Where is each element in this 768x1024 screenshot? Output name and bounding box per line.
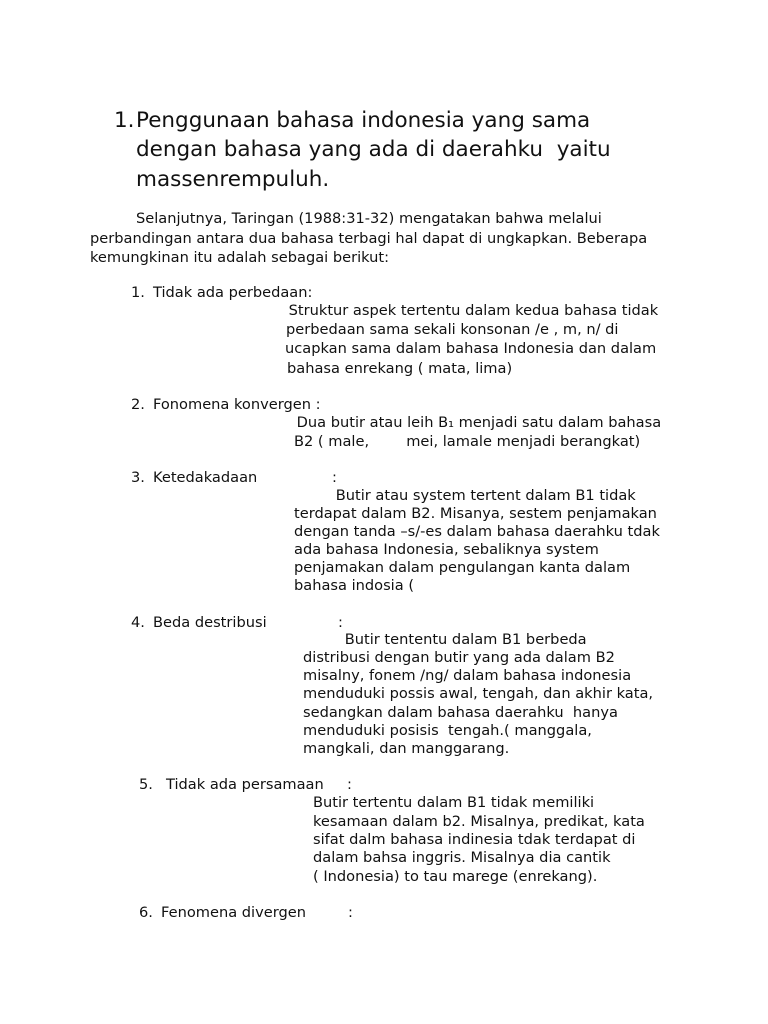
item-5-desc-line-1: Butir tertentu dalam B1 tidak memiliki — [313, 794, 595, 811]
heading-line-3: massenrempuluh. — [136, 167, 330, 192]
item-3-desc-line-1: Butir atau system tertent dalam B1 tidak — [294, 487, 636, 504]
item-3-desc-line-3: dengan tanda –s/-es dalam bahasa daerahku tdak — [294, 523, 660, 540]
heading-line-1: Penggunaan bahasa indonesia yang sama — [136, 108, 591, 133]
item-4-desc-line-3: misalny, fonem /ng/ dalam bahasa indonesia — [303, 667, 632, 684]
item-2-desc-line-1: Dua butir atau leih B₁ menjadi satu dalam bahasa — [292, 414, 662, 431]
item-4-desc-line-2: distribusi dengan butir yang ada dalam B2 — [303, 649, 615, 666]
heading-line-2: dengan bahasa yang ada di daerahku yaitu — [136, 137, 611, 162]
item-1-desc-line-2: perbedaan sama sekali konsonan /e , m, n/ di — [286, 321, 619, 338]
item-4-desc-line-7: mangkali, dan manggarang. — [303, 740, 510, 757]
item-3-desc-line-5: penjamakan dalam pengulangan kanta dalam — [294, 559, 631, 576]
item-5-label: Tidak ada persamaan — [166, 776, 324, 793]
item-5-colon: : — [347, 776, 352, 793]
item-4-number: 4. — [131, 614, 145, 631]
item-1-desc-line-3: ucapkan sama dalam bahasa Indonesia dan dalam — [285, 340, 657, 357]
item-3-desc-line-2: terdapat dalam B2. Misanya, sestem penjamakan — [294, 505, 657, 522]
item-5-desc-line-5: ( Indonesia) to tau marege (enrekang). — [313, 868, 598, 885]
item-6-label: Fenomena divergen — [161, 904, 306, 921]
item-5-desc-line-4: dalam bahsa inggris. Misalnya dia cantik — [313, 849, 611, 866]
item-1-desc-line-1: Struktur aspek tertentu dalam kedua bahasa tidak — [284, 302, 659, 319]
item-2-desc-line-2: B2 ( male, mei, lamale menjadi berangkat) — [294, 433, 641, 450]
item-2-label: Fonomena konvergen : — [153, 396, 321, 413]
heading-number: 1. — [114, 108, 135, 133]
item-4-desc-line-1: Butir tententu dalam B1 berbeda — [303, 631, 587, 648]
intro-line-2: perbandingan antara dua bahasa terbagi hal dapat di ungkapkan. Beberapa — [90, 230, 648, 247]
item-6-number: 6. — [139, 904, 153, 921]
item-5-desc-line-3: sifat dalm bahasa indinesia tdak terdapat di — [313, 831, 636, 848]
item-4-desc-line-5: sedangkan dalam bahasa daerahku hanya — [303, 704, 618, 721]
intro-line-1: Selanjutnya, Taringan (1988:31-32) mengatakan bahwa melalui — [136, 210, 602, 227]
item-4-desc-line-6: menduduki posisis tengah.( manggala, — [303, 722, 592, 739]
item-4-label: Beda destribusi — [153, 614, 267, 631]
item-3-desc-line-6: bahasa indosia ( — [294, 577, 415, 594]
item-3-colon: : — [332, 469, 337, 486]
item-3-label: Ketedakadaan — [153, 469, 258, 486]
item-1-label: Tidak ada perbedaan: — [153, 284, 313, 301]
item-1-desc-line-4: bahasa enrekang ( mata, lima) — [287, 360, 513, 377]
item-3-number: 3. — [131, 469, 145, 486]
item-4-desc-line-4: menduduki possis awal, tengah, dan akhir kata, — [303, 685, 654, 702]
intro-line-3: kemungkinan itu adalah sebagai berikut: — [90, 249, 390, 266]
item-5-number: 5. — [139, 776, 153, 793]
item-3-desc-line-4: ada bahasa Indonesia, sebaliknya system — [294, 541, 599, 558]
item-6-colon: : — [348, 904, 353, 921]
item-5-desc-line-2: kesamaan dalam b2. Misalnya, predikat, kata — [313, 813, 645, 830]
item-4-colon: : — [338, 614, 343, 631]
item-2-number: 2. — [131, 396, 145, 413]
item-1-number: 1. — [131, 284, 145, 301]
